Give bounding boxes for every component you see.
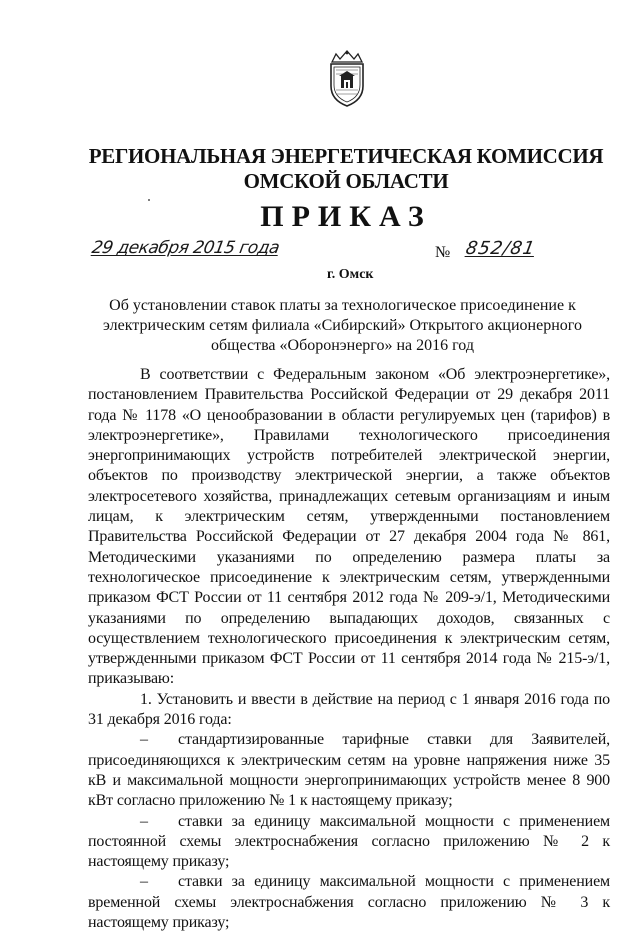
document-type-heading: ПРИКАЗ (260, 200, 432, 233)
sub-item (88, 730, 610, 811)
sub-item (88, 872, 610, 933)
dash-marker: – (140, 873, 148, 891)
handwritten-order-number: 852/81 (464, 238, 538, 259)
omsk-coat-of-arms-icon (326, 50, 368, 108)
sub-item-text: ставки за единицу максимальной мощности с применением временной схемы электроснабжения согласно приложению № 3 к настоящему приказу; (88, 873, 610, 932)
number-label: № (435, 244, 451, 261)
document-body (88, 365, 610, 933)
handwritten-date: 29 декабря 2015 года (90, 238, 281, 258)
city-label: г. Омск (327, 267, 374, 282)
clause-1: 1. Установить и ввести в действие на период с 1 января 2016 года по 31 декабря 2016 года: (88, 690, 610, 729)
dash-marker: – (140, 812, 148, 830)
sub-item (88, 812, 610, 873)
sub-item-text: ставки за единицу максимальной мощности с применением постоянной схемы электроснабжения согласно приложению № 2 к настоящему приказу; (88, 812, 610, 871)
organization-name-line2: ОМСКОЙ ОБЛАСТИ (243, 169, 449, 193)
document-title: Об установлении ставок платы за технологическое присоединение к электрическим сетям филиала «Сибирский» Открытого акционерного общества «Оборонэнерго» на 2016 год (103, 297, 582, 354)
preamble-paragraph: В соответствии с Федеральным законом «Об электроэнергетике», постановлением Правительства Российской Федерации от 29 декабря 2011 года № 1178 «О ценообразовании в области регулируемых цен (тарифов) в электроэнергетике», Правилами технологического присоединения энергопринимающих устройств потребителей электрической энергии, объектов по производству электрической энергии, а также объектов электросетевого хозяйства, принадлежащих сетевым организациям и иным лицам, к электрическим сетям, утвержденными постановлением Правительства Российской Федерации от 27 декабря 2004 года № 861, Методическими указаниями по определению размера платы за технологическое присоединение к электрическим сетям, утвержденными приказом ФСТ России от 11 сентября 2012 года № 209-э/1, Методическими указаниями по определению выпадающих доходов, связанных с осуществлением технологического присоединения к электрическим сетям, утвержденными приказом ФСТ России от 11 сентября 2014 года № 215-э/1, приказываю: (88, 366, 610, 688)
sub-item-text: стандартизированные тарифные ставки для Заявителей, присоединяющихся к электрическим сетям на уровне напряжения ниже 35 кВ и максимальной мощности энергопринимающих устройств менее 8 900 кВт согласно приложению № 1 к настоящему приказу; (88, 731, 610, 810)
dash-marker: – (140, 731, 148, 749)
organization-name-line1: РЕГИОНАЛЬНАЯ ЭНЕРГЕТИЧЕСКАЯ КОМИССИЯ (88, 144, 604, 168)
